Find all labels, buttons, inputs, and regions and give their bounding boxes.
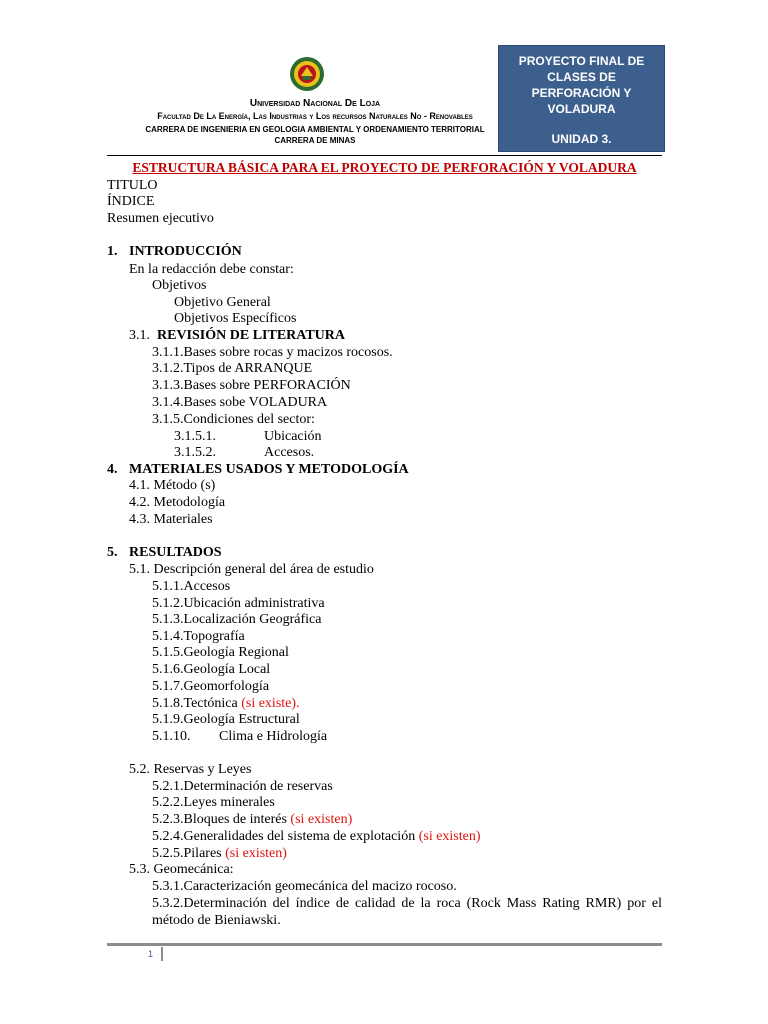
university-seal-icon [289, 56, 325, 92]
section-5-1-8 [152, 696, 300, 712]
section-5-1-6: 5.1.6.Geología Local [152, 662, 271, 677]
university-name: Universidad Nacional De Loja [249, 98, 381, 109]
section-3-1-2: 3.1.2.Tipos de ARRANQUE [152, 361, 313, 376]
career-line-2: CARRERA DE MINAS [274, 136, 356, 145]
section-5-2: 5.2. Reservas y Leyes [129, 762, 252, 777]
section-1-title: INTRODUCCIÓN [129, 244, 242, 259]
section-5-2-3 [152, 812, 352, 828]
section-4-2: 4.2. Metodología [129, 495, 226, 510]
section-5-3: 5.3. Geomecánica: [129, 862, 234, 877]
section-3-1-1: 3.1.1.Bases sobre rocas y macizos rocosos. [152, 345, 393, 360]
badge-line-1: PROYECTO FINAL DE [518, 54, 645, 68]
section-5-2-5 [152, 846, 287, 862]
objetivos-especificos-line: Objetivos Específicos [174, 311, 297, 326]
section-4-number: 4. [107, 462, 118, 477]
section-5-3-2: 5.3.2.Determinación del índice de calidad de la roca (Rock Mass Rating RMR) por el método de Bieniawski. [152, 896, 662, 928]
career-line-1: CARRERA DE INGENIERIA EN GEOLOGIA AMBIENTAL Y ORDENAMIENTO TERRITORIAL [145, 125, 485, 134]
section-5-1-1: 5.1.1.Accesos [152, 579, 231, 594]
section-3-1-number: 3.1. [129, 328, 150, 343]
section-1-number: 1. [107, 244, 118, 259]
objetivos-line: Objetivos [152, 278, 207, 293]
section-3-1-4: 3.1.4.Bases sobe VOLADURA [152, 395, 328, 410]
section-5-1-7: 5.1.7.Geomorfología [152, 679, 270, 694]
badge-line-3: PERFORACIÓN Y [531, 86, 632, 100]
section-3-1-title: REVISIÓN DE LITERATURA [157, 328, 346, 343]
badge-line-2: CLASES DE [547, 70, 616, 84]
intro-text: En la redacción debe constar: [129, 262, 294, 277]
section-5-2-5-note: (si existen) [225, 846, 287, 861]
section-5-1-3: 5.1.3.Localización Geográfica [152, 612, 322, 627]
section-5-2-4-note: (si existen) [418, 829, 481, 844]
header-divider [107, 155, 662, 156]
section-5-1-8-text: 5.1.8.Tectónica [152, 696, 242, 711]
section-5-1-2: 5.1.2.Ubicación administrativa [152, 596, 325, 611]
section-4-title: MATERIALES USADOS Y METODOLOGÍA [129, 462, 409, 477]
section-3-1-5-1-number: 3.1.5.1. [174, 429, 216, 444]
section-5-1-9: 5.1.9.Geología Estructural [152, 712, 300, 727]
section-5-number: 5. [107, 545, 118, 560]
section-5-1-10-number: 5.1.10. [152, 729, 191, 744]
section-5-1-5: 5.1.5.Geología Regional [152, 645, 289, 660]
section-5-1: 5.1. Descripción general del área de estudio [129, 562, 374, 577]
faculty-name: Facultad De La Energía, Las Industrias y Los recursos Naturales No - Renovables [157, 111, 473, 121]
section-5-2-1: 5.2.1.Determinación de reservas [152, 779, 333, 794]
project-badge [498, 45, 665, 152]
titulo-line: TITULO [107, 178, 158, 193]
footer-bar [161, 947, 163, 961]
resumen-line: Resumen ejecutivo [107, 211, 214, 226]
career-names [100, 124, 530, 146]
footer-rule [107, 943, 662, 946]
objetivo-general-line: Objetivo General [174, 295, 271, 310]
section-3-1-5: 3.1.5.Condiciones del sector: [152, 412, 315, 427]
section-3-1-5-1-text: Ubicación [264, 429, 322, 444]
section-3-1-5-2-number: 3.1.5.2. [174, 445, 216, 460]
document-title: ESTRUCTURA BÁSICA PARA EL PROYECTO DE PERFORACIÓN Y VOLADURA [132, 160, 637, 175]
section-5-2-4 [152, 829, 481, 845]
indice-line: ÍNDICE [107, 194, 155, 209]
section-5-1-10-text: Clima e Hidrología [219, 729, 328, 744]
section-5-1-8-note: (si existe). [241, 696, 300, 711]
section-3-1-5-2-text: Accesos. [264, 445, 315, 460]
section-5-1-4: 5.1.4.Topografía [152, 629, 245, 644]
section-5-2-4-text: 5.2.4.Generalidades del sistema de explotación [152, 829, 419, 844]
section-5-2-2: 5.2.2.Leyes minerales [152, 795, 275, 810]
section-4-1: 4.1. Método (s) [129, 478, 216, 493]
badge-line-4: VOLADURA [547, 102, 616, 116]
section-5-title: RESULTADOS [129, 545, 222, 560]
section-5-2-3-note: (si existen) [290, 812, 353, 827]
badge-unit: UNIDAD 3. [551, 132, 612, 146]
section-5-2-5-text: 5.2.5.Pilares [152, 846, 226, 861]
section-4-3: 4.3. Materiales [129, 512, 213, 527]
section-5-3-1: 5.3.1.Caracterización geomecánica del macizo rocoso. [152, 879, 457, 894]
page-number: 1 [148, 949, 154, 959]
section-5-2-3-text: 5.2.3.Bloques de interés [152, 812, 291, 827]
section-3-1-3: 3.1.3.Bases sobre PERFORACIÓN [152, 378, 351, 393]
